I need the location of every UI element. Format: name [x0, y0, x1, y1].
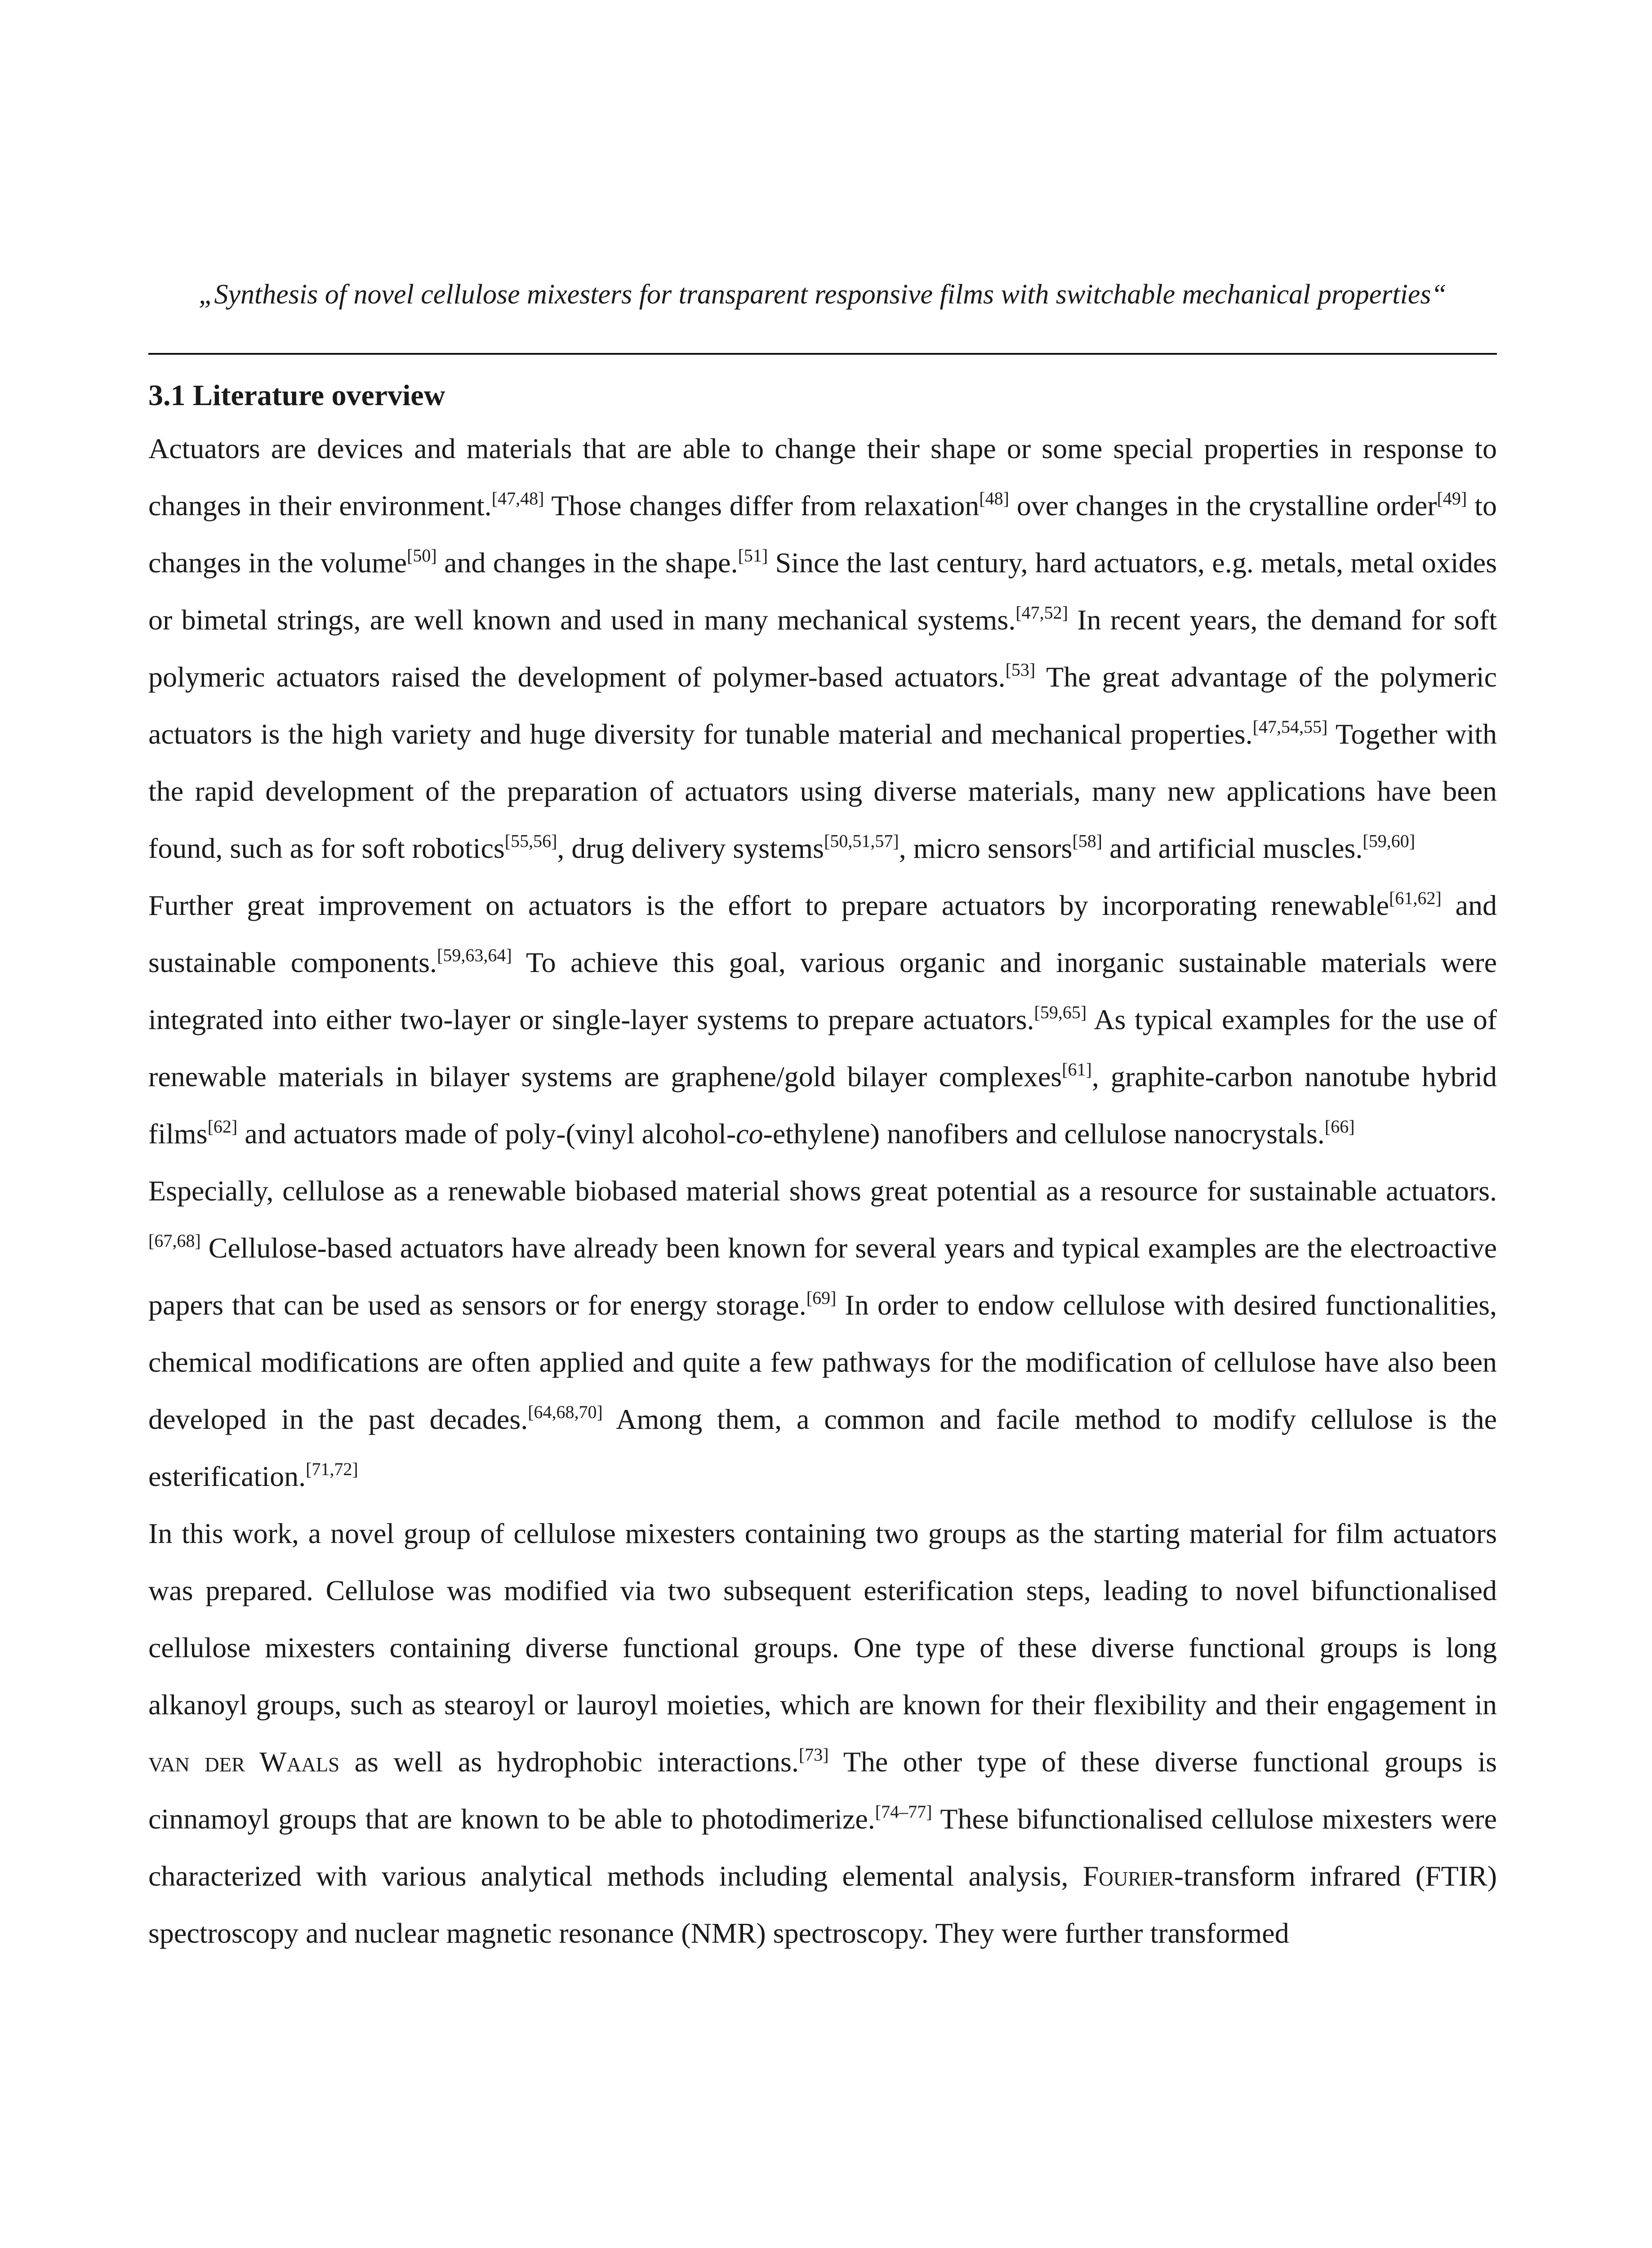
text-run: , graphite-carbon nanotube hybrid films [148, 1061, 1497, 1150]
paragraph-1 [148, 420, 1497, 877]
text-run: Actuators are devices and materials that are able to change their shape or some special properties in response to changes in their environment. [148, 433, 1497, 522]
paragraph-4 [148, 1505, 1497, 1962]
text-run: Since the last century, hard actuators, e.g. metals, metal oxides or bimetal strings, are well known and used in many mechanical systems. [148, 547, 1497, 636]
citation: [62] [207, 1116, 238, 1137]
citation: [74–77] [875, 1802, 932, 1822]
small-caps-name: van der Waals [148, 1746, 340, 1778]
citation: [59,63,64] [437, 945, 512, 965]
text-run: To achieve this goal, various organic and inorganic sustainable materials were integrated into either two-layer or single-layer systems to prepare actuators. [148, 946, 1497, 1035]
citation: [61] [1062, 1059, 1092, 1079]
text-run: , drug delivery systems [557, 832, 824, 864]
text-run: and sustainable components. [148, 889, 1497, 978]
page-body [148, 373, 1497, 1962]
text-run: Those changes differ from relaxation [544, 490, 980, 522]
citation: [47,48] [491, 488, 544, 508]
citation: [67,68] [148, 1231, 201, 1251]
paragraph-3 [148, 1162, 1497, 1505]
running-header-title: „Synthesis of novel cellulose mixesters for transparent responsive films with switchable mechanical properties“ [199, 279, 1447, 310]
text-run: to changes in the volume [148, 490, 1497, 579]
citation: [49] [1437, 488, 1467, 508]
text-run: In recent years, the demand for soft polymeric actuators raised the development of polymer-based actuators. [148, 604, 1497, 693]
text-run: Among them, a common and facile method to modify cellulose is the esterification. [148, 1403, 1497, 1492]
text-run: as well as hydrophobic interactions. [339, 1746, 799, 1778]
citation: [47,52] [1015, 602, 1068, 623]
citation: [71,72] [306, 1459, 358, 1479]
citation: [48] [979, 488, 1009, 508]
text-run: and artificial muscles. [1102, 832, 1363, 864]
citation: [61,62] [1389, 888, 1442, 908]
citation: [58] [1072, 831, 1103, 851]
citation: [51] [738, 545, 768, 566]
italic-term: co [736, 1118, 763, 1150]
text-run: Further great improvement on actuators is the effort to prepare actuators by incorporating renewable [148, 889, 1389, 921]
text-run: The other type of these diverse functional groups is cinnamoyl groups that are known to be able to photodimerize. [148, 1746, 1497, 1835]
citation: [69] [806, 1288, 837, 1308]
text-run: over changes in the crystalline order [1009, 490, 1437, 522]
citation: [66] [1324, 1116, 1355, 1137]
citation: [73] [798, 1744, 829, 1765]
citation: [50] [407, 545, 437, 566]
header-rule [148, 353, 1497, 355]
citation: [55,56] [504, 831, 557, 851]
paragraph-2 [148, 877, 1497, 1162]
text-run: , micro sensors [899, 832, 1073, 864]
citation: [50,51,57] [824, 831, 899, 851]
text-run: and changes in the shape. [436, 547, 738, 579]
text-run: and actuators made of poly-(vinyl alcohol- [237, 1118, 736, 1150]
citation: [59,65] [1034, 1002, 1087, 1022]
citation: [59,60] [1363, 831, 1416, 851]
text-run: In order to endow cellulose with desired functionalities, chemical modifications are often applied and quite a few pathways for the modification of cellulose have also been developed in the past decades. [148, 1289, 1497, 1435]
small-caps-name: Fourier [1082, 1860, 1174, 1892]
text-run: Cellulose-based actuators have already been known for several years and typical examples are the electroactive papers that can be used as sensors or for energy storage. [148, 1232, 1497, 1321]
text-run: -ethylene) nanofibers and cellulose nanocrystals. [763, 1118, 1325, 1150]
text-run: Especially, cellulose as a renewable biobased material shows great potential as a resource for sustainable actuators. [148, 1175, 1497, 1207]
text-run: Together with the rapid development of the preparation of actuators using diverse materials, many new applications have been found, such as for soft robotics [148, 718, 1497, 864]
citation: [47,54,55] [1252, 717, 1328, 737]
text-run: The great advantage of the polymeric actuators is the high variety and huge diversity for tunable material and mechanical properties. [148, 661, 1497, 750]
text-run: -transform infrared (FTIR) spectroscopy and nuclear magnetic resonance (NMR) spectroscopy. They were further transformed [148, 1860, 1497, 1949]
text-run: As typical examples for the use of renewable materials in bilayer systems are graphene/gold bilayer complexes [148, 1004, 1497, 1093]
section-heading: 3.1 Literature overview [148, 379, 445, 412]
citation: [53] [1005, 660, 1036, 680]
text-run: In this work, a novel group of cellulose mixesters containing two groups as the starting material for film actuators was prepared. Cellulose was modified via two subsequent esterification steps, leading to novel bifunctionalised cellulose mixesters containing diverse functional groups. One type of these diverse functional groups is long alkanoyl groups, such as stearoyl or lauroyl moieties, which are known for their flexibility and their engagement in [148, 1517, 1497, 1721]
text-run: These bifunctionalised cellulose mixesters were characterized with various analytical methods including elemental analysis, [148, 1803, 1497, 1892]
citation: [64,68,70] [528, 1402, 603, 1422]
